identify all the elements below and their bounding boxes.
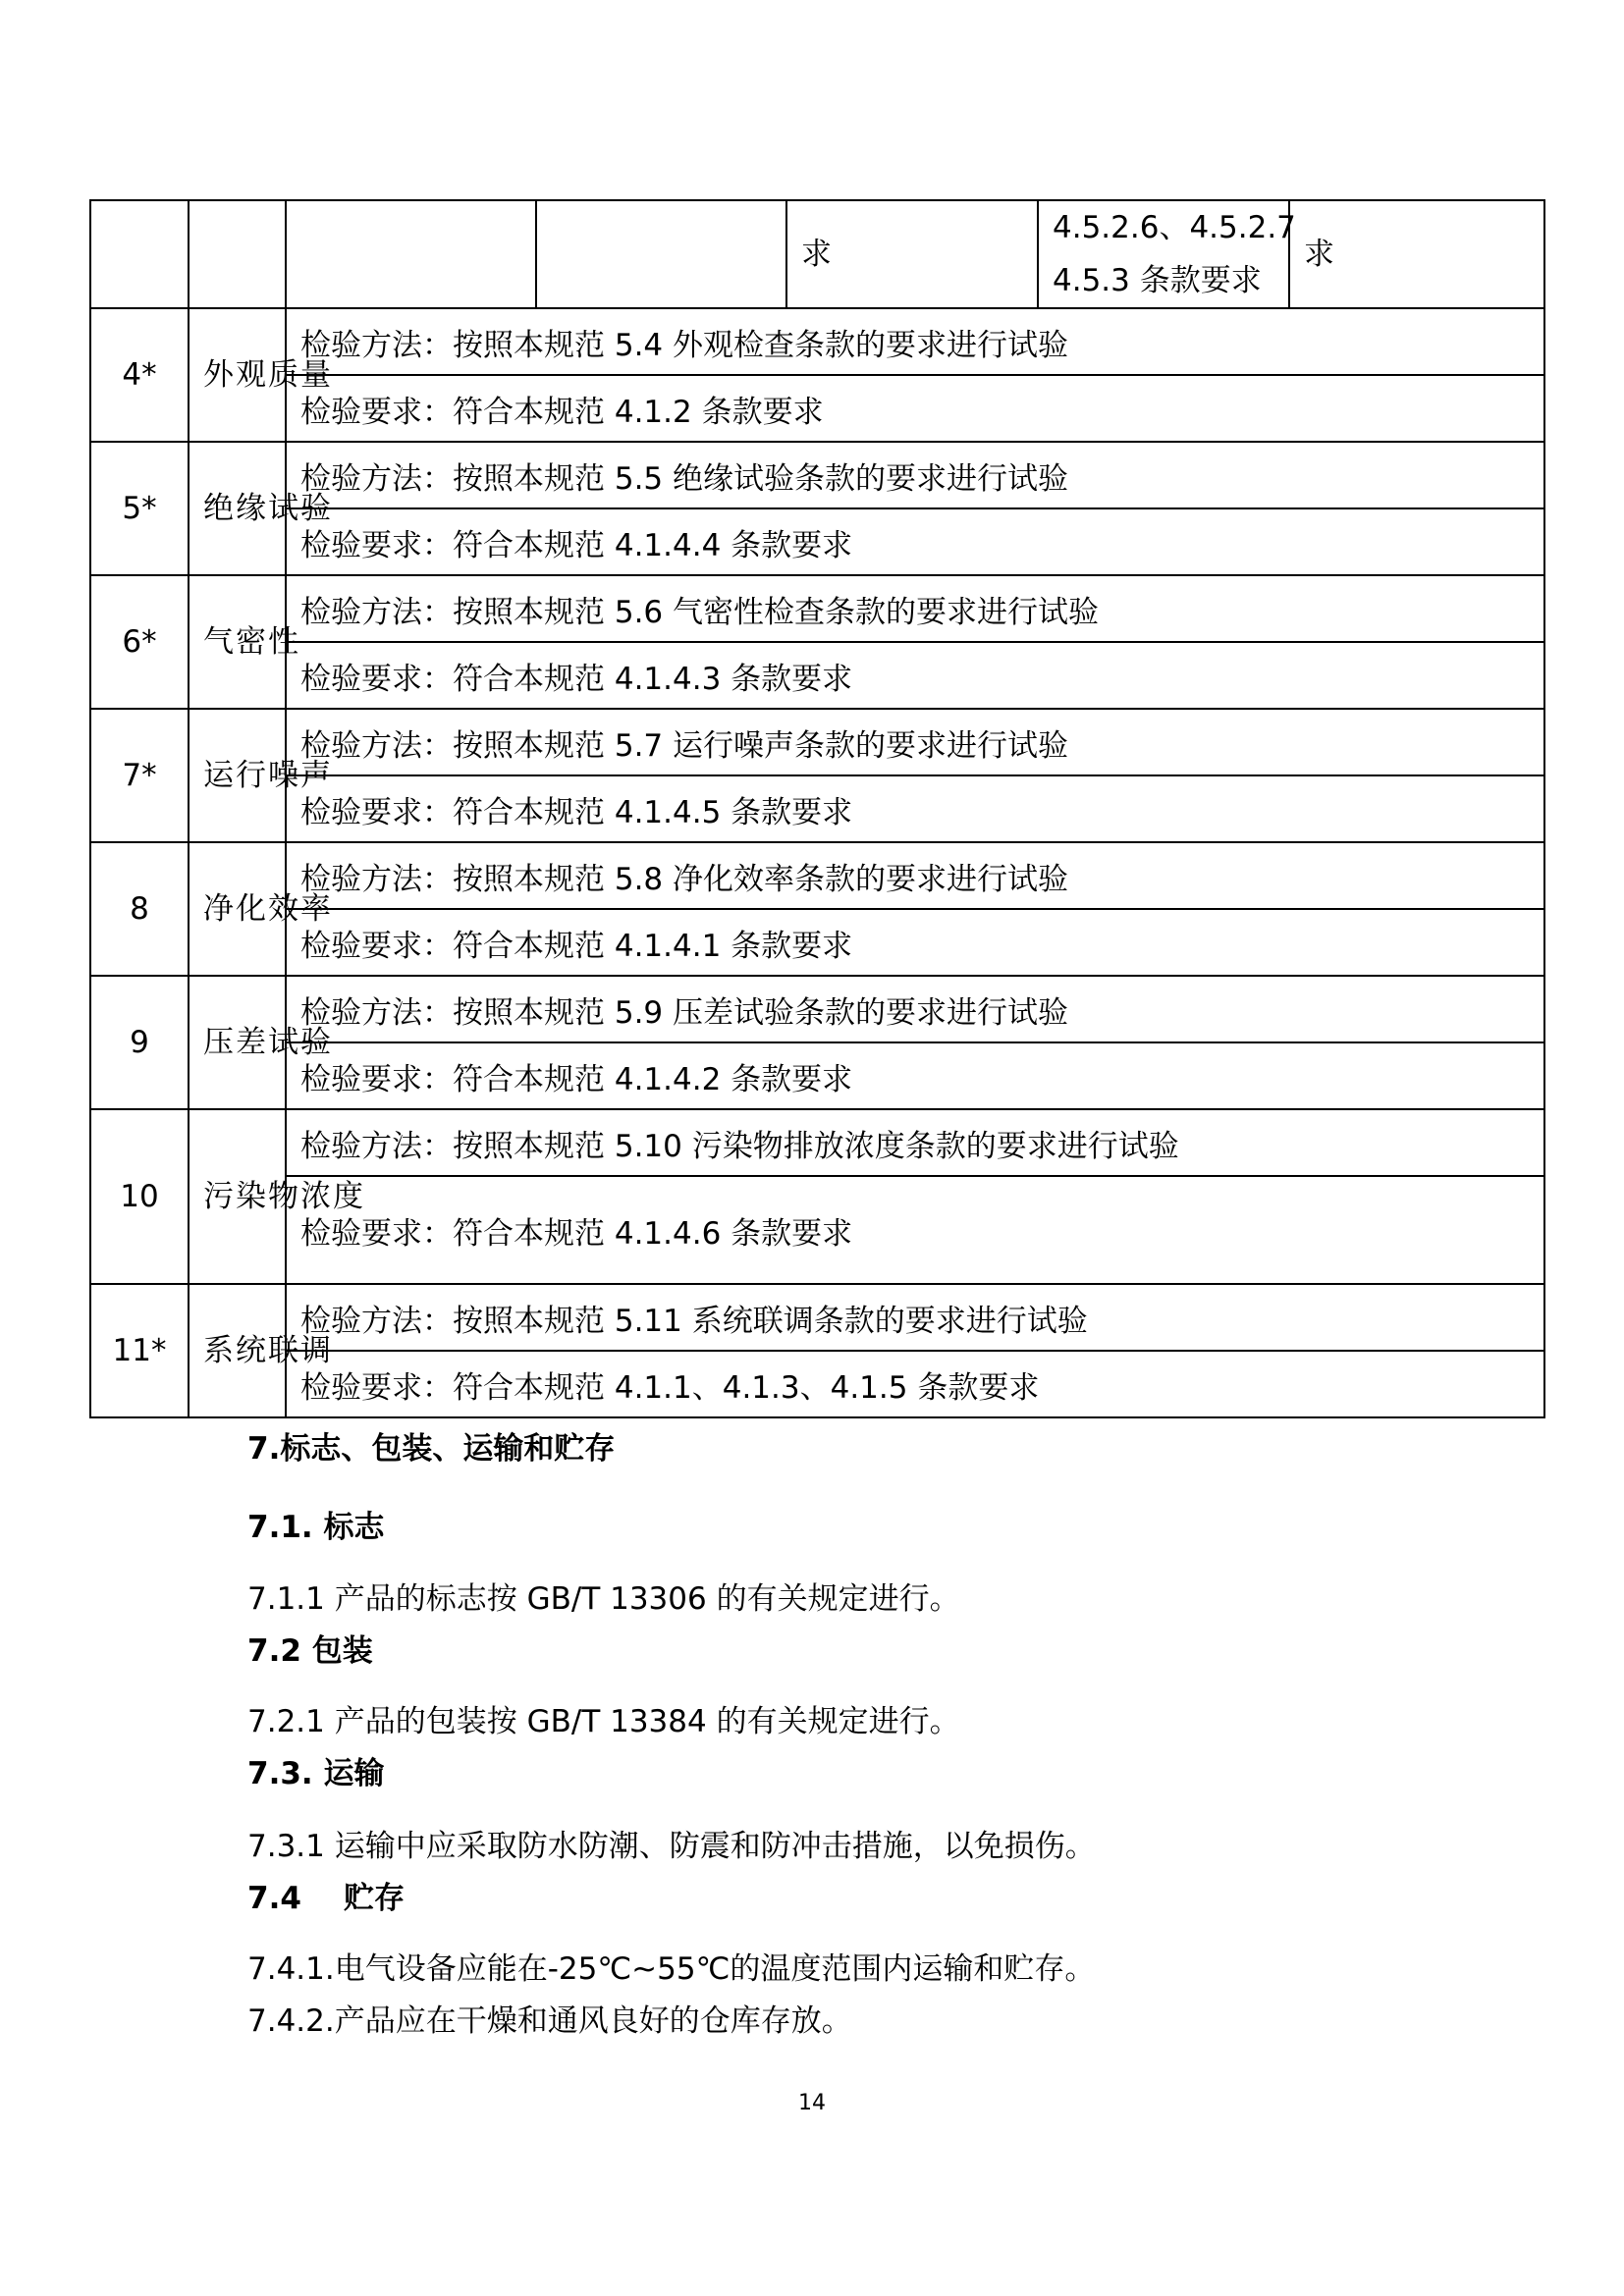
method-cell: 检验方法：按照本规范 5.11 系统联调条款的要求进行试验 xyxy=(286,1284,1544,1351)
inspection-table xyxy=(89,199,1545,1418)
method-cell: 检验方法：按照本规范 5.5 绝缘试验条款的要求进行试验 xyxy=(286,442,1544,508)
item-number: 5* xyxy=(90,442,189,575)
table-cell xyxy=(286,200,536,308)
method-cell: 检验方法：按照本规范 5.9 压差试验条款的要求进行试验 xyxy=(286,976,1544,1042)
table-row xyxy=(90,709,1544,775)
requirement-cell: 检验要求：符合本规范 4.1.4.2 条款要求 xyxy=(286,1042,1544,1109)
requirement-cell: 检验要求：符合本规范 4.1.2 条款要求 xyxy=(286,375,1544,442)
item-name: 系统联调 xyxy=(189,1284,286,1417)
item-name: 污染物浓度 xyxy=(189,1109,286,1284)
item-number: 9 xyxy=(90,976,189,1109)
section-7-4-heading: 7.4 贮存 xyxy=(247,1881,406,1916)
table-row-continued xyxy=(90,200,1544,308)
item-name: 绝缘试验 xyxy=(189,442,286,575)
method-cell: 检验方法：按照本规范 5.8 净化效率条款的要求进行试验 xyxy=(286,842,1544,909)
section-7-3-heading: 7.3. 运输 xyxy=(247,1756,385,1791)
section-7-4-text-2: 7.4.2.产品应在干燥和通风良好的仓库存放。 xyxy=(247,2003,852,2039)
section-7-1-heading: 7.1. 标志 xyxy=(247,1510,385,1545)
item-number: 11* xyxy=(90,1284,189,1417)
item-name: 运行噪声 xyxy=(189,709,286,842)
table-row xyxy=(90,976,1544,1042)
item-name: 净化效率 xyxy=(189,842,286,976)
item-number: 4* xyxy=(90,308,189,442)
requirement-cell: 检验要求：符合本规范 4.1.4.5 条款要求 xyxy=(286,775,1544,842)
method-cell: 检验方法：按照本规范 5.6 气密性检查条款的要求进行试验 xyxy=(286,575,1544,642)
item-number: 7* xyxy=(90,709,189,842)
section-7-3-text: 7.3.1 运输中应采取防水防潮、防震和防冲击措施，以免损伤。 xyxy=(247,1829,1096,1864)
cell-line: 4.5.3 条款要求 xyxy=(1053,263,1262,298)
item-name: 外观质量 xyxy=(189,308,286,442)
item-name: 压差试验 xyxy=(189,976,286,1109)
section-7-4-text-1: 7.4.1.电气设备应能在-25℃~55℃的温度范围内运输和贮存。 xyxy=(247,1951,1096,1987)
table-row xyxy=(90,308,1544,375)
requirement-cell: 检验要求：符合本规范 4.1.1、4.1.3、4.1.5 条款要求 xyxy=(286,1351,1544,1417)
method-cell: 检验方法：按照本规范 5.10 污染物排放浓度条款的要求进行试验 xyxy=(286,1109,1544,1176)
requirement-cell: 检验要求：符合本规范 4.1.4.4 条款要求 xyxy=(286,508,1544,575)
table-cell xyxy=(189,200,286,308)
table-cell xyxy=(90,200,189,308)
section-7-1-text: 7.1.1 产品的标志按 GB/T 13306 的有关规定进行。 xyxy=(247,1581,960,1617)
table-row xyxy=(90,642,1544,709)
item-number: 6* xyxy=(90,575,189,709)
section-7-heading: 7.标志、包装、运输和贮存 xyxy=(247,1431,616,1467)
page-number: 14 xyxy=(798,2091,826,2115)
method-cell: 检验方法：按照本规范 5.4 外观检查条款的要求进行试验 xyxy=(286,308,1544,375)
table-row xyxy=(90,842,1544,909)
requirement-cell: 检验要求：符合本规范 4.1.4.1 条款要求 xyxy=(286,909,1544,976)
requirement-cell: 检验要求：符合本规范 4.1.4.6 条款要求 xyxy=(286,1176,1544,1284)
item-name: 气密性 xyxy=(189,575,286,709)
cell-line: 4.5.2.6、4.5.2.7 xyxy=(1053,210,1296,245)
requirement-cell: 检验要求：符合本规范 4.1.4.3 条款要求 xyxy=(286,642,1544,709)
table-row xyxy=(90,575,1544,642)
table-cell: 求 xyxy=(786,200,1038,308)
table-cell: 求 xyxy=(1289,200,1544,308)
table-cell xyxy=(1038,200,1296,308)
section-7-2-text: 7.2.1 产品的包装按 GB/T 13384 的有关规定进行。 xyxy=(247,1704,960,1739)
table-row xyxy=(90,442,1544,508)
section-7-2-heading: 7.2 包装 xyxy=(247,1633,373,1669)
item-number: 8 xyxy=(90,842,189,976)
table-row xyxy=(90,1109,1544,1176)
table-row xyxy=(90,1284,1544,1351)
item-number: 10 xyxy=(90,1109,189,1284)
method-cell: 检验方法：按照本规范 5.7 运行噪声条款的要求进行试验 xyxy=(286,709,1544,775)
table-cell xyxy=(536,200,786,308)
